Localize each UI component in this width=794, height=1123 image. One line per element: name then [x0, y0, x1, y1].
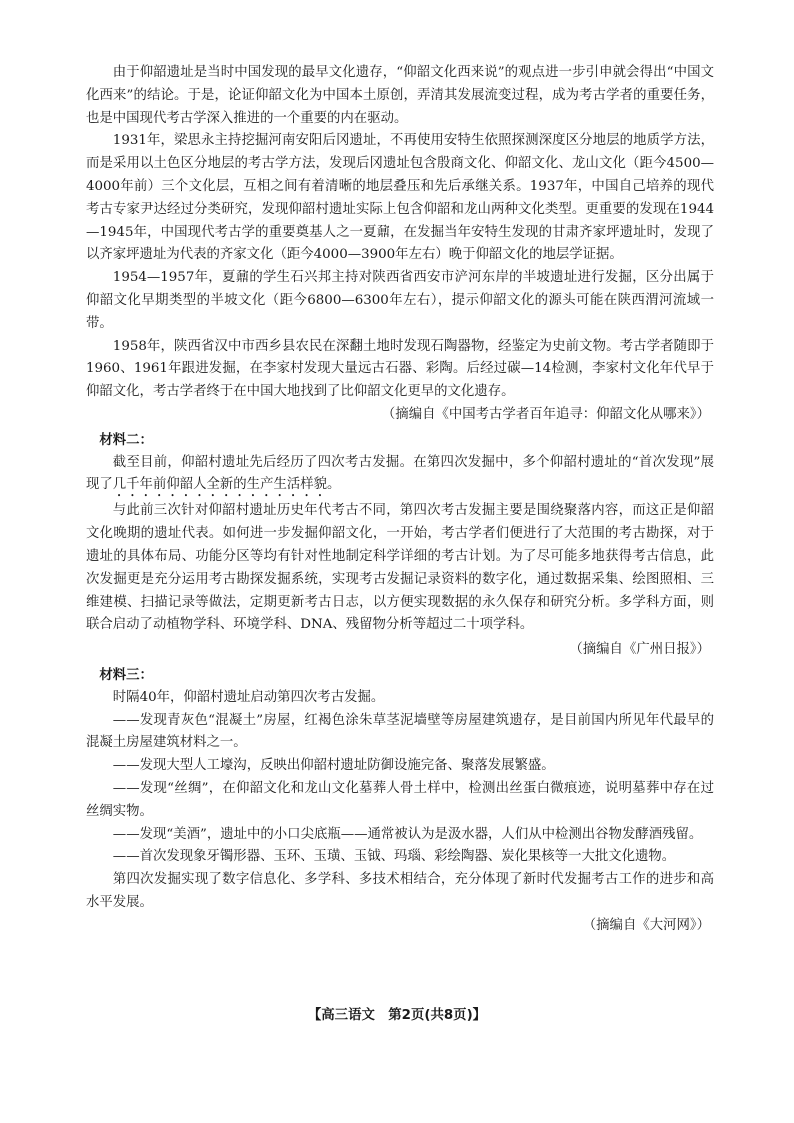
material-2-source: （摘编自《广州日报》）	[569, 642, 710, 658]
page-footer: 【高三语文 第2页(共8页)】	[307, 1008, 487, 1023]
paragraph-banpo-excavation: 1954—1957年，夏鼐的学生石兴邦主持对陕西省西安市浐河东岸的半坡遗址进行发掘，区分出属于仰韶文化早期类型的半坡文化（距今6800—6300年左右），提示仰韶文化的源头可能在陕西渭河流域一带。	[86, 270, 714, 331]
material-3-item-wine: ——发现“美酒”，遗址中的小口尖底瓶——通常被认为是汲水器，人们从中检测出谷物发酵酒残留。	[112, 826, 703, 842]
material-2-paragraph-1	[86, 452, 714, 501]
material-2-heading: 材料二：	[99, 431, 153, 448]
material-2-p1-post: 。	[327, 477, 341, 493]
material-3-intro: 时隔40年，仰韶村遗址启动第四次考古发掘。	[112, 689, 385, 705]
material-3-item-moat: ——发现大型人工壕沟，反映出仰韶村遗址防御设施完备、聚落发展繁盛。	[112, 758, 555, 774]
material-3-item-silk: ——发现“丝绸”，在仰韶文化和龙山文化墓葬人骨土样中，检测出丝蛋白微痕迹，说明墓葬中存在过丝绸实物。	[86, 780, 714, 819]
material-3-item-relics: ——首次发现象牙镯形器、玉环、玉璜、玉钺、玛瑙、彩绘陶器、炭化果核等一大批文化遗物。	[112, 849, 676, 865]
material-3-conclusion: 第四次发掘实现了数字信息化、多学科、多技术相结合，充分体现了新时代发掘考古工作的进步和高水平发展。	[86, 872, 714, 910]
material-3-item-concrete-house: ——发现青灰色“混凝土”房屋，红褐色涂朱草茎泥墙壁等房屋建筑遗存，是目前国内所见年代最早的混凝土房屋建筑材料之一。	[86, 712, 714, 751]
material-2-p1-pre: 截至目前，仰韶村遗址先后经历了四次考古发掘。在第四次发掘中，多个仰韶村遗址的“首次发现”展现了	[86, 454, 714, 493]
material-3-heading: 材料三：	[99, 666, 153, 683]
material-1-source: （摘编自《中国考古学者百年追寻：仰韶文化从哪来》）	[381, 406, 710, 422]
material-2-paragraph-2: 与此前三次针对仰韶村遗址历史年代考古不同，第四次考古发掘主要是围绕聚落内容，而这正是仰韶文化晚期的遗址代表。如何进一步发掘仰韶文化，一开始，考古学者们便进行了大范围的考古勘探，对于遗址的具体布局、功能分区等均有针对性地制定科学详细的考古计划。为了尽可能多地获得考古信息，此次发掘更是充分运用考古勘探发掘系统，实现考古发掘记录资料的数字化，通过数据采集、绘图照相、三维建模、扫描记录等做法，定期更新考古日志，以方便实现数据的永久保存和研究分析。多学科方面，则联合启动了动植物学科、环境学科、DNA、残留物分析等超过二十项学科。	[86, 503, 714, 633]
paragraph-houkang-excavation: 1931年，梁思永主持挖掘河南安阳后冈遗址，不再使用安特生依照探测深度区分地层的地质学方法，而是采用以土色区分地层的考古学方法，发现后冈遗址包含殷商文化、仰韶文化、龙山文化（距今4500—4000年前）三个文化层，互相之间有着清晰的地层叠压和先后承继关系。1937年，中国自己培养的现代考古专家尹达经过分类研究，发现仰韶村遗址实际上包含仰韶和龙山两种文化类型。更重要的发现在1944—1945年，中国现代考古学的重要奠基人之一夏鼐，在发掘当年安特生发现的甘肃齐家坪遗址时，发现了以齐家坪遗址为代表的齐家文化（距今4000—3900年左右）晚于仰韶文化的地层学证据。	[86, 133, 714, 263]
paragraph-lijiacun-discovery: 1958年，陕西省汉中市西乡县农民在深翻土地时发现石陶器物，经鉴定为史前文物。考古学者随即于1960、1961年跟进发掘，在李家村发现大量远古石器、彩陶。后经过碳—14检测，李家村文化年代早于仰韶文化，考古学者终于在中国大地找到了比仰韶文化更早的文化遗存。	[86, 338, 714, 400]
page-content	[86, 62, 714, 937]
paragraph-origin-debate: 由于仰韶遗址是当时中国发现的最早文化遗存，“仰韶文化西来说”的观点进一步引申就会得出“中国文化西来”的结论。于是，论证仰韶文化为中国本土原创，弄清其发展流变过程，成为考古学者的重要任务，也是中国现代考古学深入推进的一个重要的内在驱动。	[86, 65, 714, 126]
material-3-source: （摘编自《大河网》）	[582, 917, 710, 933]
emphasized-phrase: 几千年前仰韶人全新的生产生活样貌	[112, 477, 328, 493]
